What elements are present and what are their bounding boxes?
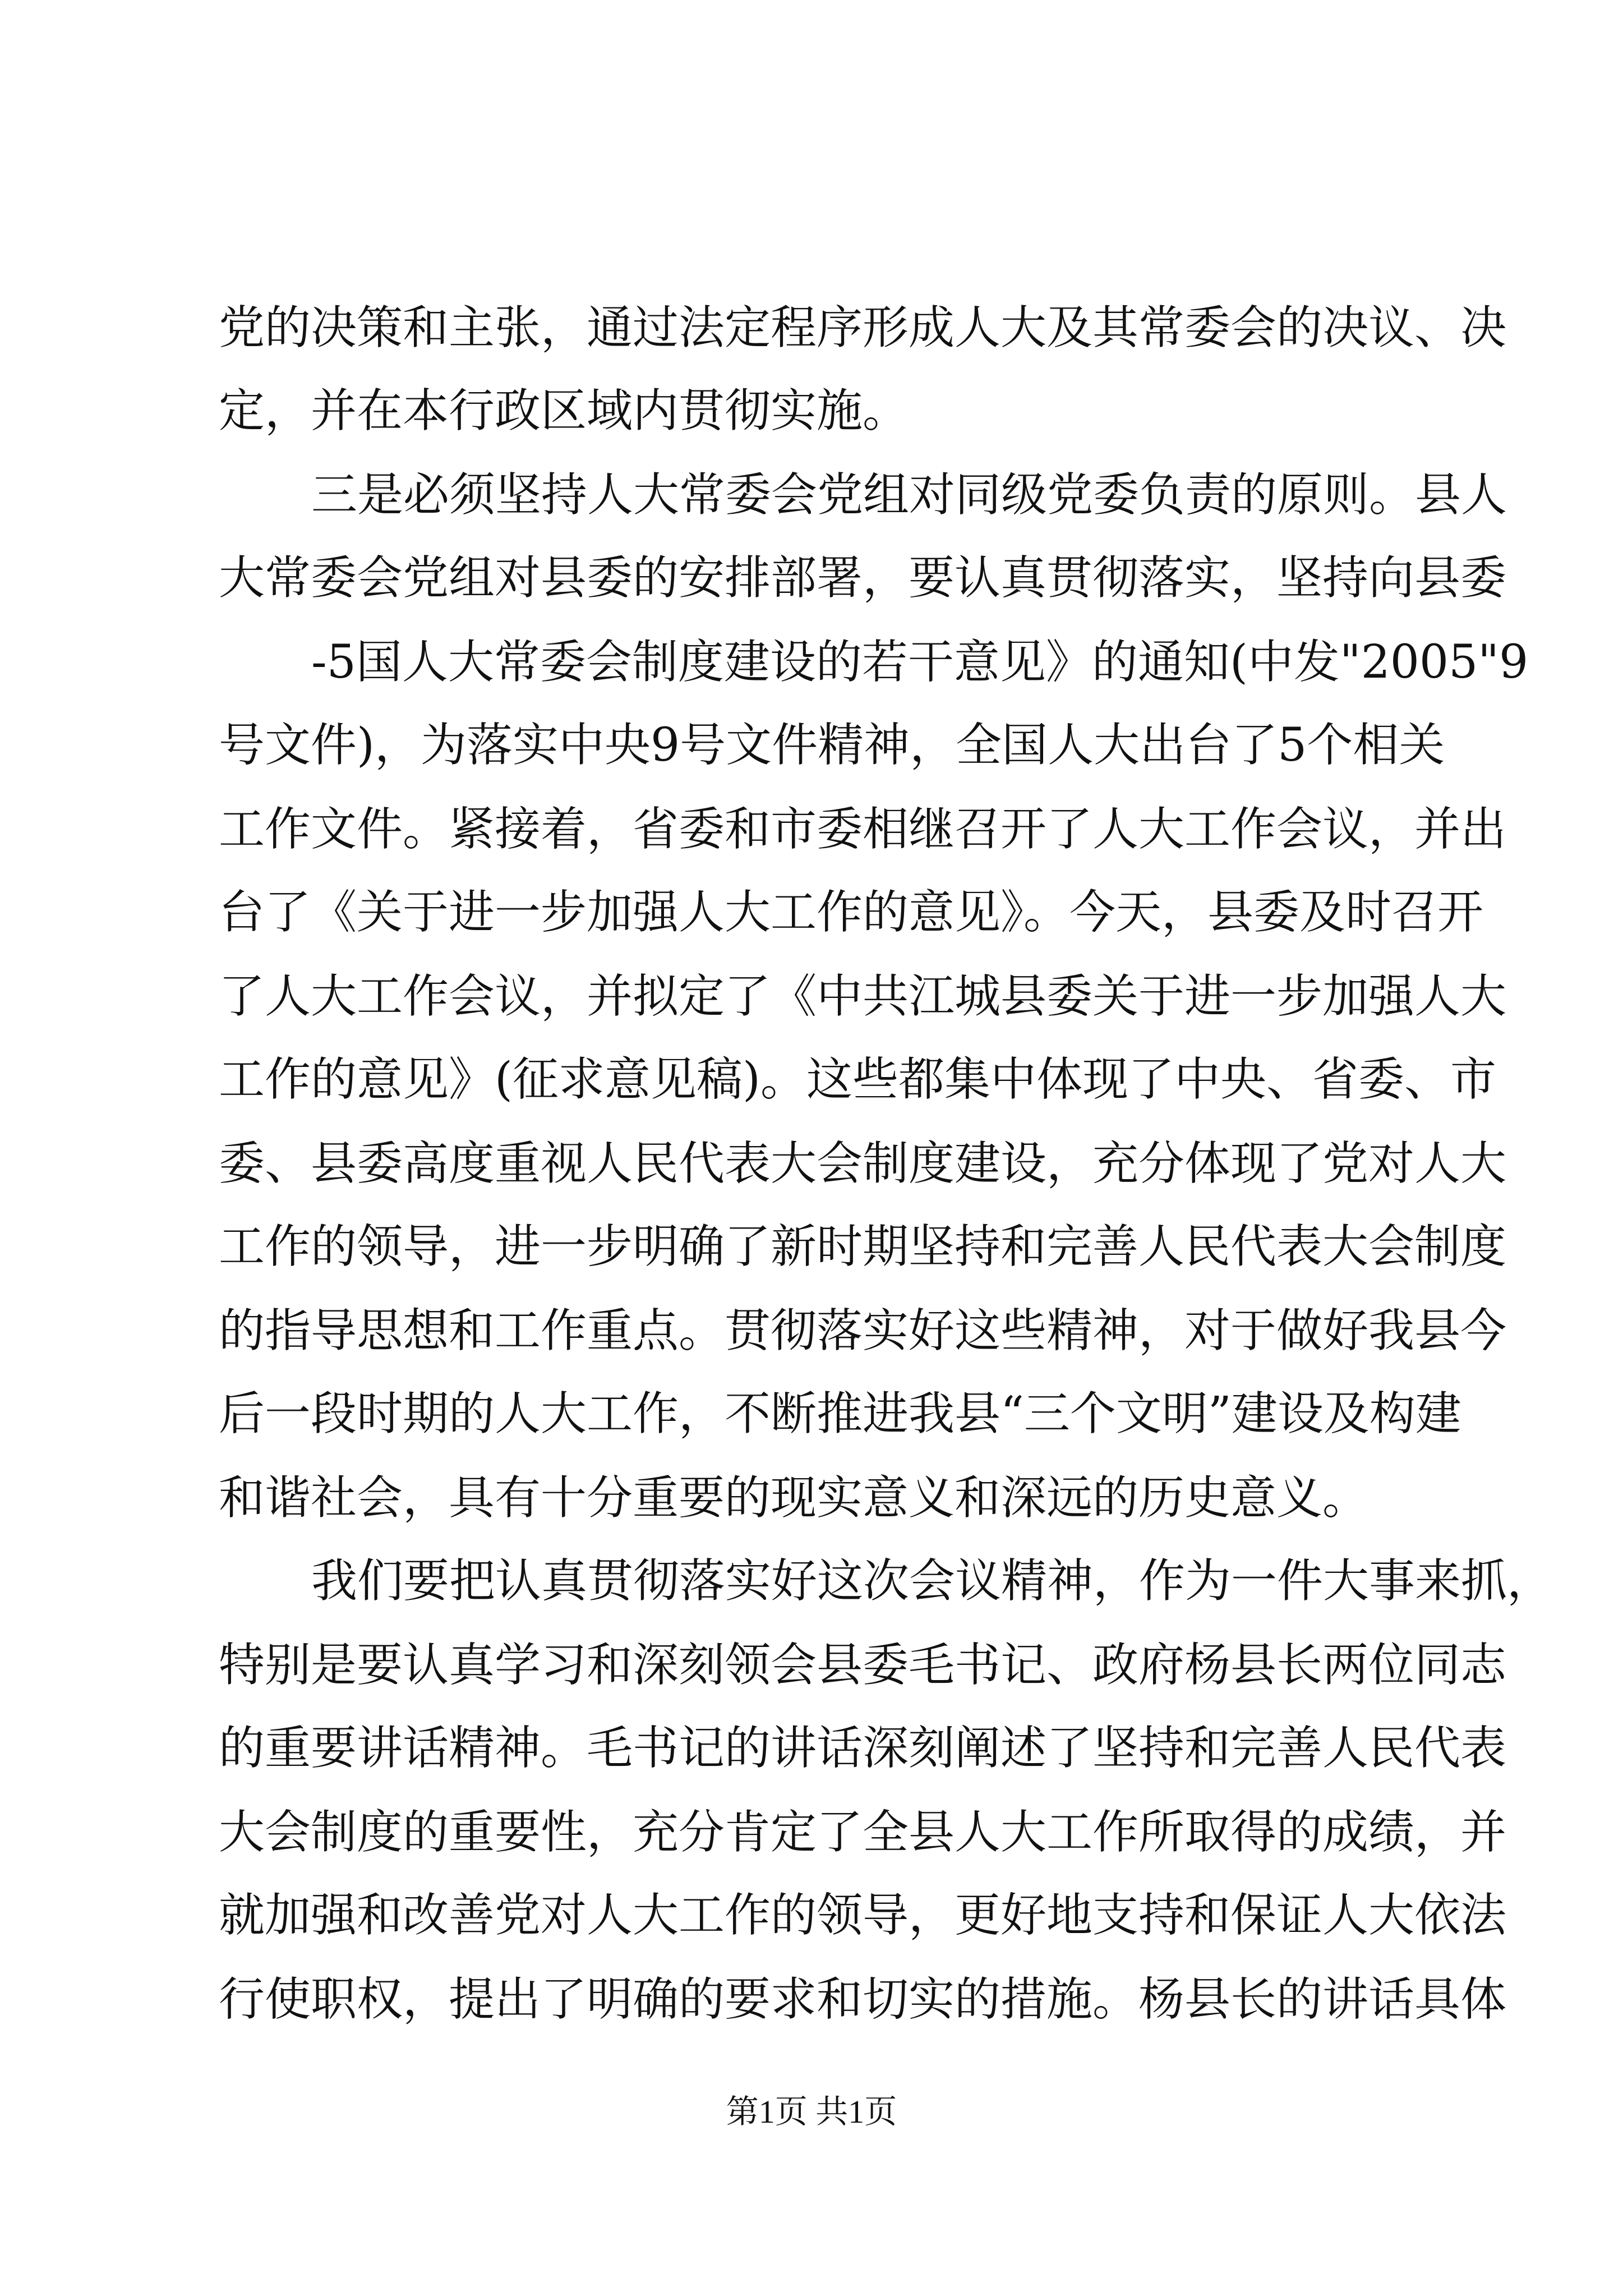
text-line: 定，并在本行政区域内贯彻实施。: [219, 384, 909, 438]
text-line: 大常委会党组对县委的安排部署，要认真贯彻落实，坚持向县委: [219, 551, 1507, 605]
text-line: 工作的意见》(征求意见稿)。这些都集中体现了中央、省委、市: [219, 1053, 1496, 1106]
text-line: 就加强和改善党对人大工作的领导，更好地支持和保证人大依法: [219, 1889, 1507, 1942]
text-line: 工作的领导，进一步明确了新时期坚持和完善人民代表大会制度: [219, 1220, 1507, 1273]
text-line: 的指导思想和工作重点。贯彻落实好这些精神，对于做好我县今: [219, 1304, 1507, 1358]
text-line: 台了《关于进一步加强人大工作的意见》。今天，县委及时召开: [219, 886, 1484, 939]
text-line: 特别是要认真学习和深刻领会县委毛书记、政府杨县长两位同志: [219, 1639, 1507, 1692]
text-line: 的重要讲话精神。毛书记的讲话深刻阐述了坚持和完善人民代表: [219, 1722, 1507, 1775]
page-number-footer: 第1页 共1页: [726, 2093, 897, 2130]
text-line: 后一段时期的人大工作，不断推进我县“三个文明”建设及构建: [219, 1387, 1461, 1441]
text-line: 委、县委高度重视人民代表大会制度建设，充分体现了党对人大: [219, 1137, 1507, 1190]
text-line: 号文件)，为落实中央9号文件精神，全国人大出台了5个相关: [219, 719, 1445, 772]
text-line: -5国人大常委会制度建设的若干意见》的通知(中发"2005"9: [311, 636, 1529, 689]
text-line: 党的决策和主张，通过法定程序形成人大及其常委会的决议、决: [219, 301, 1507, 355]
text-line: 工作文件。紧接着，省委和市委相继召开了人大工作会议，并出: [219, 803, 1507, 856]
text-line: 大会制度的重要性，充分肯定了全县人大工作所取得的成绩，并: [219, 1806, 1507, 1859]
text-line: 了人大工作会议，并拟定了《中共江城县委关于进一步加强人大: [219, 970, 1507, 1023]
paragraph-start-line: 三是必须坚持人大常委会党组对同级党委负责的原则。县人: [311, 468, 1507, 522]
text-line: 行使职权，提出了明确的要求和切实的措施。杨县长的讲话具体: [219, 1973, 1507, 2026]
text-line: 和谐社会，具有十分重要的现实意义和深远的历史意义。: [219, 1471, 1369, 1525]
paragraph-start-line: 我们要把认真贯彻落实好这次会议精神，作为一件大事来抓，: [311, 1554, 1553, 1608]
